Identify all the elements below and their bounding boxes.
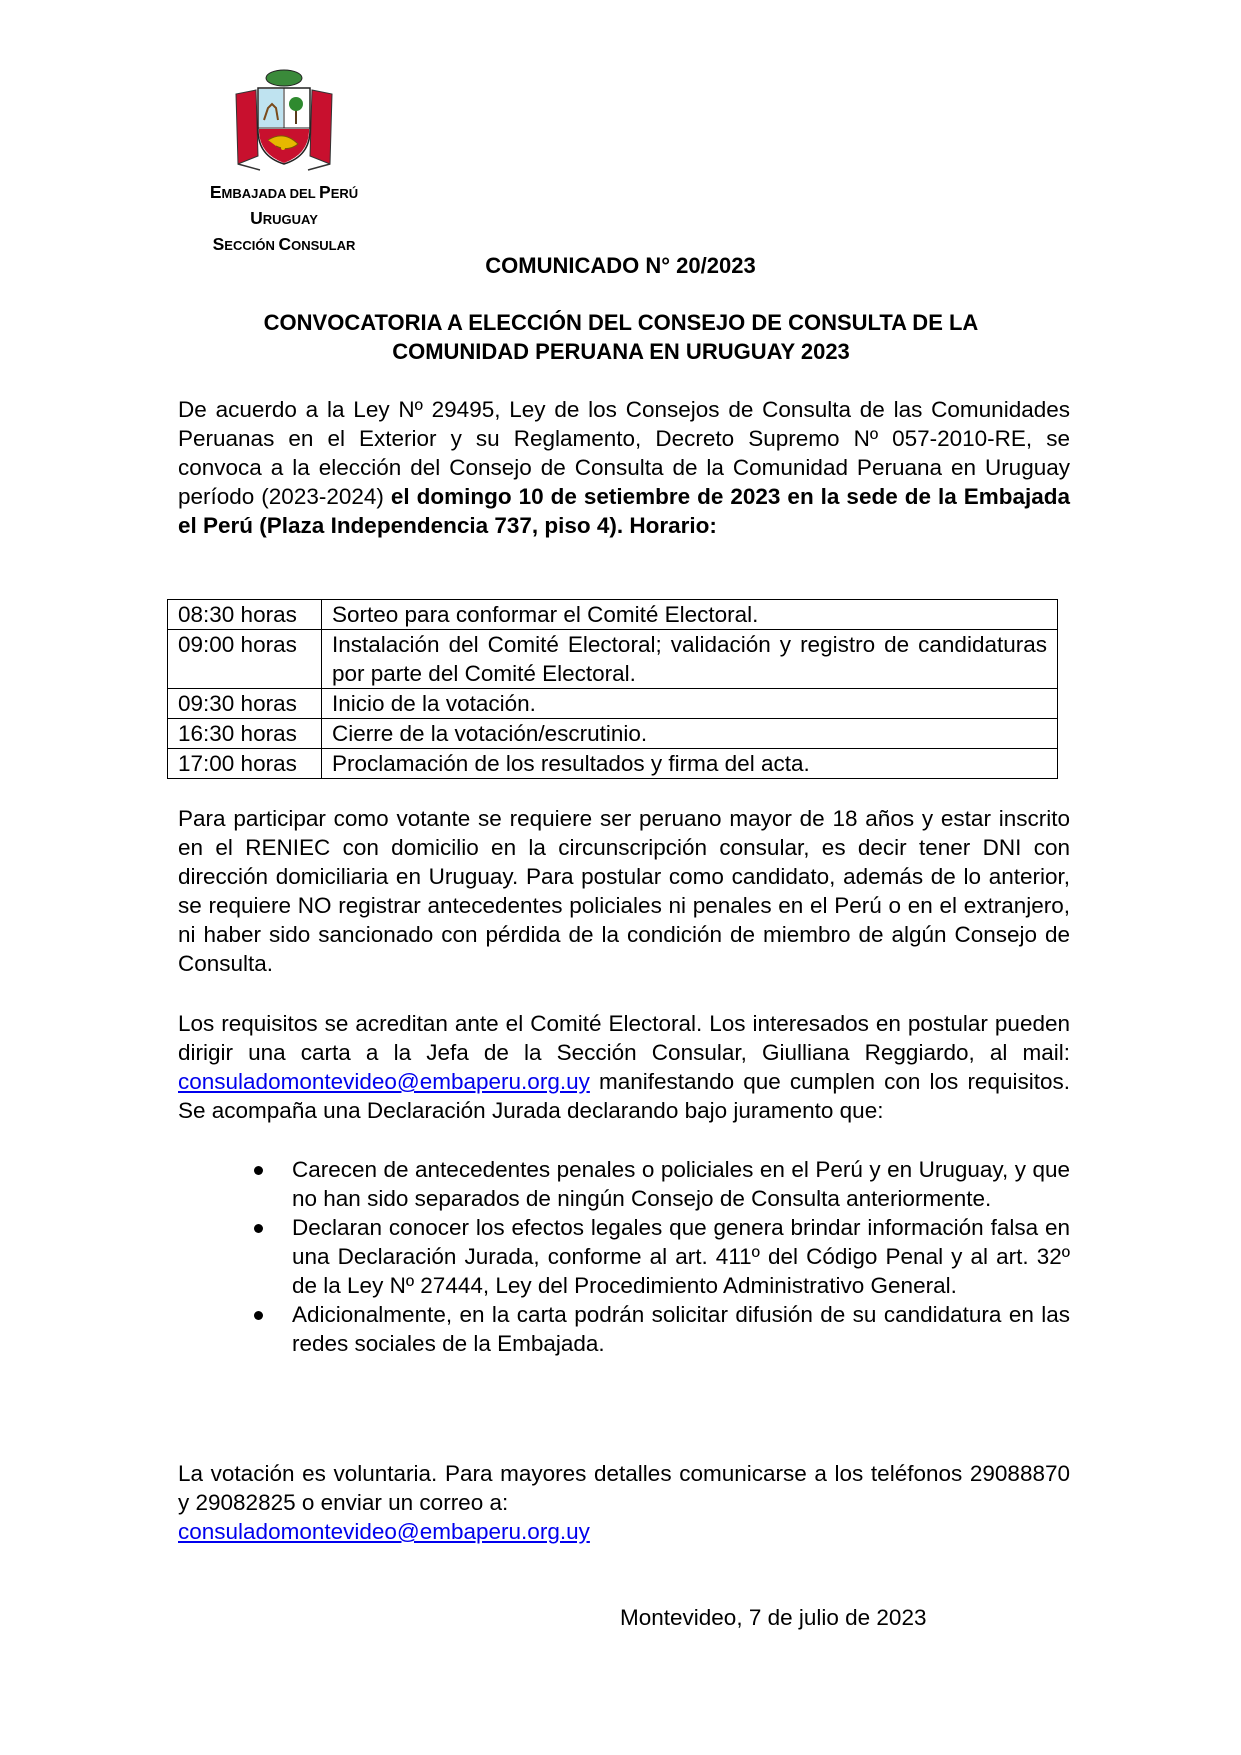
schedule-activity: Inicio de la votación. <box>322 689 1058 719</box>
peru-coat-of-arms-icon <box>228 64 340 174</box>
intro-text: De acuerdo a la Ley Nº 29495, Ley de los Consejos de Consulta de las Comunidades Peruanas en el Exterior y su Reglamento, Decreto Supremo Nº 057-2010-RE, se convoca a la elección del Consejo de Consulta de la Comunidad Peruana en Uruguay período (2023-2024) <box>178 397 1070 509</box>
letterhead-section: SECCIÓN CONSULAR <box>212 234 356 254</box>
intro-bold-text: el domingo 10 de setiembre de 2023 en la sede de la Embajada el Perú (Plaza Independencia 737, piso 4). Horario: <box>178 484 1070 538</box>
intro-paragraph <box>178 395 1070 540</box>
list-item: Declaran conocer los efectos legales que genera brindar información falsa en una Declaración Jurada, conforme al art. 411º del Código Penal y al art. 32º de la Ley Nº 27444, Ley del Procedimiento Administrativo General. <box>250 1213 1070 1300</box>
title-line-2: COMUNIDAD PERUANA EN URUGUAY 2023 <box>392 339 850 364</box>
bullet-icon <box>254 1311 263 1320</box>
letterhead-embassy: EMBAJADA DEL PERÚ <box>209 182 359 202</box>
table-row <box>168 719 1058 749</box>
declaration-list <box>250 1155 1070 1358</box>
accreditation-text-end: manifestando que cumplen con los requisitos. Se acompaña una Declaración Jurada declarando bajo juramento que: <box>178 1069 1070 1123</box>
schedule-time: 08:30 horas <box>168 600 322 630</box>
accreditation-paragraph <box>178 1009 1070 1125</box>
document-heading: COMUNICADO N° 20/2023 <box>485 253 756 278</box>
schedule-time: 17:00 horas <box>168 749 322 779</box>
letterhead <box>150 180 418 258</box>
closing-email-link[interactable]: consuladomontevideo@embaperu.org.uy <box>178 1519 590 1544</box>
list-item: Carecen de antecedentes penales o policiales en el Perú y en Uruguay, y que no han sido separados de ningún Consejo de Consulta anteriormente. <box>250 1155 1070 1213</box>
signoff-date: Montevideo, 7 de julio de 2023 <box>620 1605 927 1630</box>
closing-paragraph <box>178 1459 1070 1546</box>
schedule-table <box>167 599 1058 779</box>
bullet-icon <box>254 1224 263 1233</box>
table-row <box>168 630 1058 689</box>
schedule-activity: Sorteo para conformar el Comité Electoral. <box>322 600 1058 630</box>
table-row <box>168 749 1058 779</box>
table-row <box>168 600 1058 630</box>
schedule-activity: Proclamación de los resultados y firma del acta. <box>322 749 1058 779</box>
title-line-1: CONVOCATORIA A ELECCIÓN DEL CONSEJO DE CONSULTA DE LA <box>263 310 979 335</box>
letterhead-country: URUGUAY <box>250 208 318 228</box>
bullet-icon <box>254 1166 263 1175</box>
schedule-time: 16:30 horas <box>168 719 322 749</box>
table-row <box>168 689 1058 719</box>
accreditation-text: Los requisitos se acreditan ante el Comité Electoral. Los interesados en postular pueden dirigir una carta a la Jefa de la Sección Consular, Giulliana Reggiardo, al mail: <box>178 1011 1070 1065</box>
list-item: Adicionalmente, en la carta podrán solicitar difusión de su candidatura en las redes sociales de la Embajada. <box>250 1300 1070 1358</box>
closing-text: La votación es voluntaria. Para mayores detalles comunicarse a los teléfonos 29088870 y 29082825 o enviar un correo a: <box>178 1461 1070 1515</box>
schedule-time: 09:30 horas <box>168 689 322 719</box>
document-title <box>180 308 1062 366</box>
schedule-time: 09:00 horas <box>168 630 322 689</box>
schedule-activity: Cierre de la votación/escrutinio. <box>322 719 1058 749</box>
requirements-paragraph: Para participar como votante se requiere ser peruano mayor de 18 años y estar inscrito en el RENIEC con domicilio en la circunscripción consular, es decir tener DNI con dirección domiciliaria en Uruguay. Para postular como candidato, además de lo anterior, se requiere NO registrar antecedentes policiales ni penales en el Perú o en el extranjero, ni haber sido sancionado con pérdida de la condición de miembro de algún Consejo de Consulta. <box>178 806 1070 976</box>
consulate-email-link[interactable]: consuladomontevideo@embaperu.org.uy <box>178 1069 590 1094</box>
schedule-activity: Instalación del Comité Electoral; validación y registro de candidaturas por parte del Comité Electoral. <box>322 630 1058 689</box>
